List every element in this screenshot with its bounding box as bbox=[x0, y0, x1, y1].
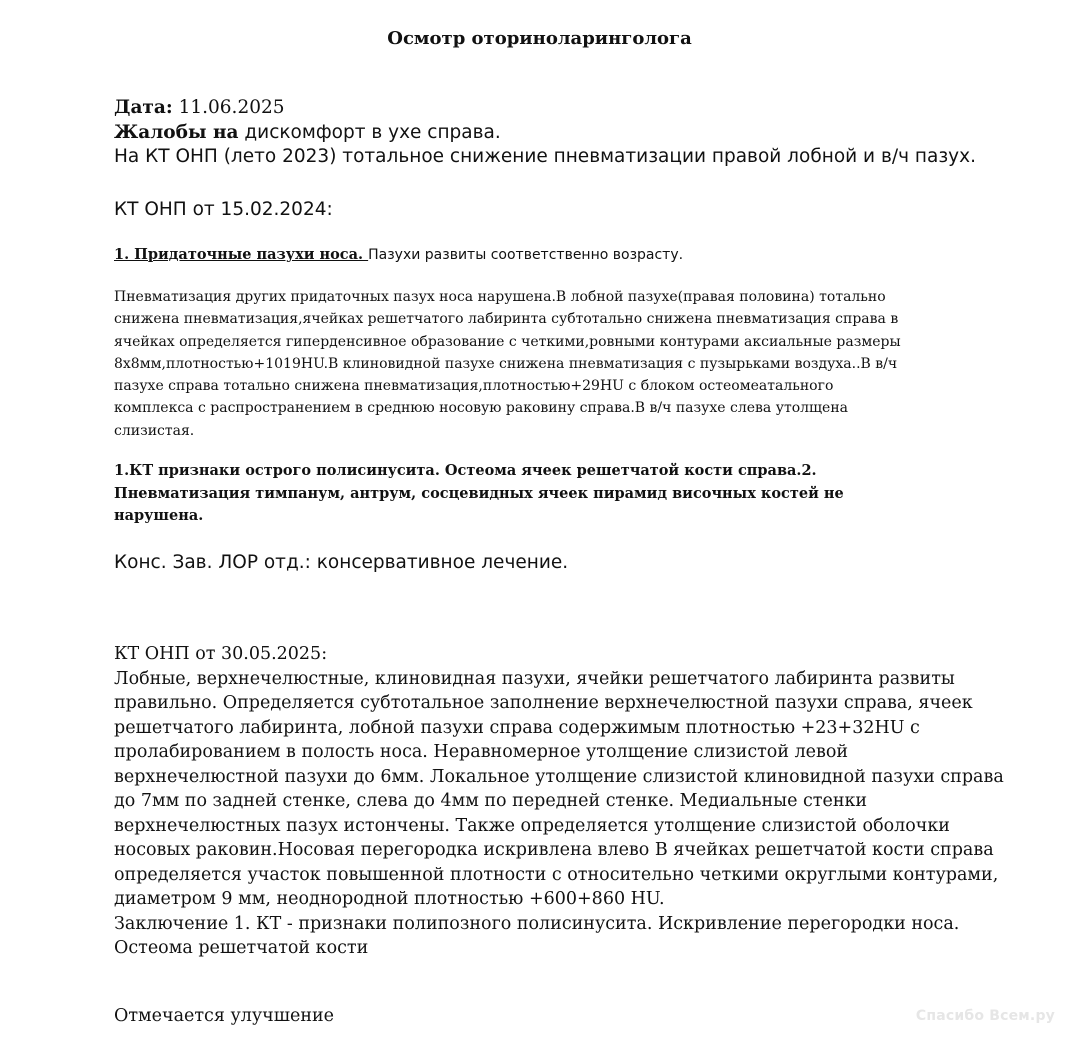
prior-ct-line: На КТ ОНП (лето 2023) тотальное снижение пневматизации правой лобной и в/ч пазух. bbox=[114, 146, 976, 167]
site-watermark: Спасибо Всем.ру bbox=[915, 1008, 1055, 1024]
ct-2025-line: до 7мм по задней стенке, слева до 4мм по передней стенке. Медиальные стенки bbox=[114, 791, 868, 811]
findings-line: снижена пневматизация,ячейках решетчатого лабиринта субтотально снижена пневматизация справа в bbox=[114, 311, 899, 328]
ct-2025-line: определяется участок повышенной плотности с относительно четкими округлыми контурами, bbox=[114, 864, 999, 885]
ct-2025-block bbox=[114, 642, 1004, 961]
ct-2024-section bbox=[114, 244, 994, 266]
ct-2025-line: верхнечелюстных пазух истончены. Также определяется утолщение слизистой оболочки bbox=[114, 815, 950, 836]
date-value: 11.06.2025 bbox=[172, 97, 285, 118]
ct-2025-line: Остеома решетчатой кости bbox=[114, 938, 369, 958]
findings-line: 8х8мм,плотностью+1019HU.В клиновидной пазухе снижена пневматизация с пузырьками воздуха..В в/ч bbox=[114, 355, 898, 372]
conclusion-line: нарушена. bbox=[114, 507, 204, 524]
ct-2025-heading: КТ ОНП от 30.05.2025: bbox=[114, 644, 328, 664]
ct-2025-line: носовых раковин.Носовая перегородка искривлена влево В ячейках решетчатой кости справа bbox=[114, 840, 994, 860]
ct-2025-line: Заключение 1. КТ - признаки полипозного полисинусита. Искривление перегородки носа. bbox=[114, 913, 960, 934]
complaints-label: Жалобы на bbox=[114, 121, 239, 143]
ct-2025-line: Лобные, верхнечелюстные, клиновидная пазухи, ячейки решетчатого лабиринта развиты bbox=[114, 668, 955, 689]
consultation-line: Конс. Зав. ЛОР отд.: консервативное лечение. bbox=[114, 552, 569, 573]
ct-2025-line: пролабированием в полость носа. Неравномерное утолщение слизистой левой bbox=[114, 742, 849, 762]
ct-2025-line: решетчатого лабиринта, лобной пазухи справа содержимым плотностью +23+32HU с bbox=[114, 717, 920, 738]
conclusion-line: Пневматизация тимпанум, антрум, сосцевидных ячеек пирамид височных костей не bbox=[114, 484, 844, 502]
complaints-line bbox=[114, 121, 994, 146]
ct-2024-conclusion bbox=[114, 460, 994, 528]
ct-2024-findings bbox=[114, 286, 994, 442]
section-label: 1. Придаточные пазухи носа. bbox=[114, 246, 369, 263]
ct-2025-line: правильно. Определяется субтотальное заполнение верхнечелюстной пазухи справа, ячеек bbox=[114, 693, 973, 713]
date-label: Дата: bbox=[114, 97, 173, 118]
final-note: Отмечается улучшение bbox=[114, 1006, 335, 1026]
date-line bbox=[114, 96, 994, 121]
section-line bbox=[114, 244, 994, 266]
ct-2025-line: диаметром 9 мм, неоднородной плотностью +600+860 HU. bbox=[114, 889, 665, 909]
findings-line: слизистая. bbox=[114, 422, 195, 439]
ct-2024-heading: КТ ОНП от 15.02.2024: bbox=[114, 199, 333, 220]
ct-2025-line: верхнечелюстной пазухи до 6мм. Локальное утолщение слизистой клиновидной пазухи справа bbox=[114, 766, 1004, 787]
section-text: Пазухи развиты соответственно возрасту. bbox=[368, 247, 684, 263]
conclusion-line: 1.КТ признаки острого полисинусита. Остеома ячеек решетчатой кости справа.2. bbox=[114, 462, 817, 479]
complaints-value: дискомфорт в ухе справа. bbox=[238, 121, 501, 143]
findings-line: комплекса с распространением в среднюю носовую раковину справа.В в/ч пазухе слева утолщена bbox=[114, 400, 848, 417]
findings-line: ячейках определяется гиперденсивное образование с четкими,ровными контурами аксиальные размеры bbox=[114, 333, 901, 350]
document-title: Осмотр оториноларинголога bbox=[387, 28, 692, 49]
exam-header bbox=[114, 96, 994, 170]
findings-line: пазухе справа тотально снижена пневматизация,плотностью+29HU с блоком остеомеатального bbox=[114, 378, 834, 395]
findings-line: Пневматизация других придаточных пазух носа нарушена.В лобной пазухе(правая половина) тотально bbox=[114, 289, 886, 305]
